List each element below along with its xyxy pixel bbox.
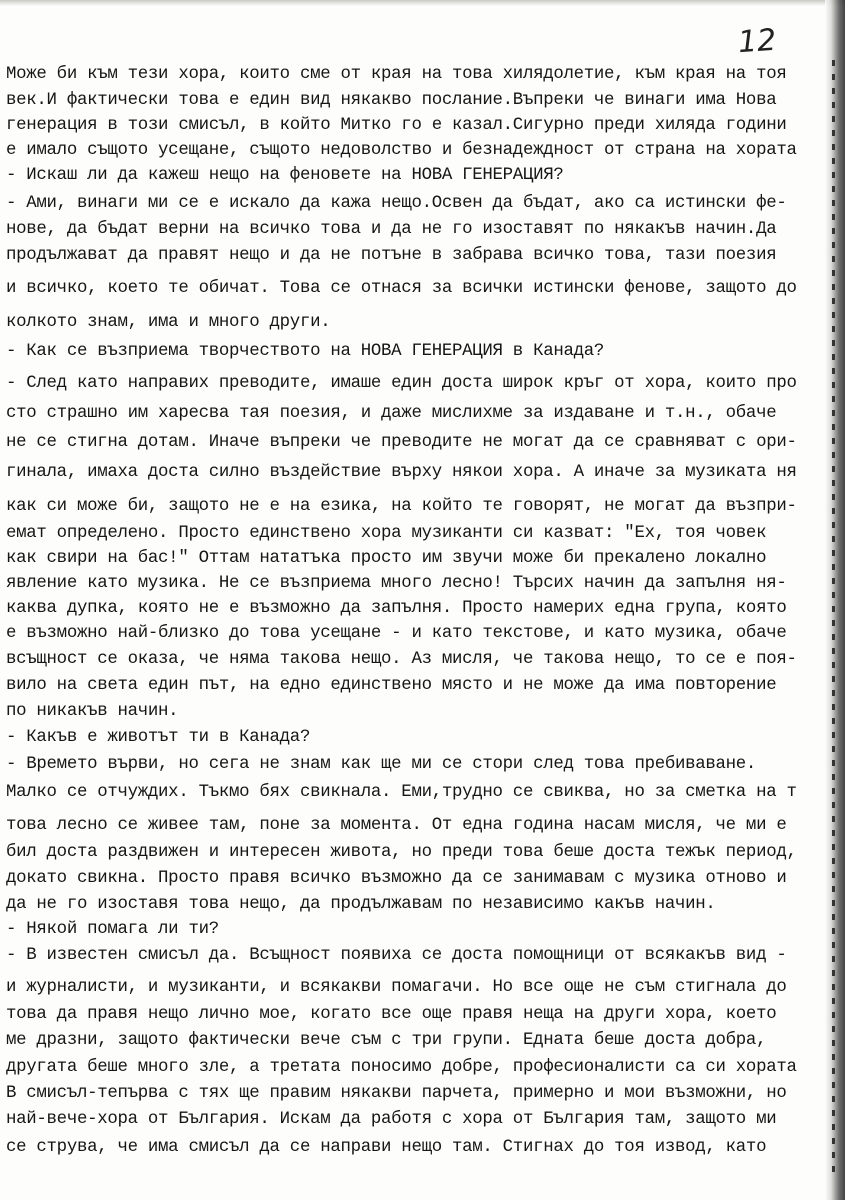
text-line: и журналисти, и музиканти, и всякакви помагачи. Но все още не съм стигнала до xyxy=(6,978,787,997)
text-line: нове, да бъдат верни на всичко това и да не го изоставят по някакъв начин.Да xyxy=(6,220,777,239)
text-line: как си може би, защото не е на езика, на който те говорят, не могат да възпри- xyxy=(6,497,797,516)
text-line: това лесно се живее там, поне за момента. От една година насам мисля, че ми е xyxy=(6,816,787,835)
text-line: това да правя нещо лично мое, когато все още правя неща на други хора, което xyxy=(6,1005,777,1024)
text-line: генерация в този смисъл, в който Митко го е казал.Сигурно преди хиляда години xyxy=(6,116,787,135)
text-line: - Какъв е животът ти в Канада? xyxy=(6,728,311,747)
text-line: - Ами, винаги ми се е искало да кажа нещо.Освен да бъдат, ако са истински фе- xyxy=(6,194,787,213)
text-line: каква дупка, която не е възможно да запълня. Просто намерих една група, която xyxy=(6,599,787,618)
text-line: колкото знам, има и много други. xyxy=(6,313,331,332)
text-line: емат определено. Просто единствено хора музиканти си казват: "Ех, тоя човек xyxy=(6,524,767,543)
text-line: всъщност се оказа, че няма такова нещо. Аз мисля, че такова нещо, то се е поя- xyxy=(6,650,797,669)
text-line: - След като направих преводите, имаше един доста широк кръг от хора, които про xyxy=(6,374,797,393)
text-line: е имало същото усещане, същото недоволство и безнадеждност от страна на хората xyxy=(6,141,797,160)
scan-edge-marks xyxy=(832,60,835,1180)
text-line: гинала, имаха доста силно въздействие върху някои хора. А иначе за музиката ня xyxy=(6,463,797,482)
text-line: не се стигна дотам. Иначе въпреки че преводите не могат да се сравняват с ори- xyxy=(6,433,797,452)
text-line: как свири на бас!" Оттам нататъка просто им звучи може би прекалено локално xyxy=(6,549,767,568)
text-line: по никакъв начин. xyxy=(6,702,179,721)
text-line: бил доста раздвижен и интересен живота, но преди това беше доста тежък период, xyxy=(6,843,797,862)
text-line: Може би към тези хора, които сме от края на това хилядолетие, към края на тоя xyxy=(6,65,787,84)
text-line: - Времето върви, но сега не знам как ще ми се стори след това пребиваване. xyxy=(6,755,757,774)
text-line: век.И фактически това е един вид някакво послание.Въпреки че винаги има Нова xyxy=(6,91,777,110)
page-top-edge xyxy=(0,0,845,6)
text-line: В смисъл-тепърва с тях ще правим някакви парчета, примерно и мои възможни, но xyxy=(6,1084,787,1103)
text-line: - Искаш ли да кажеш нещо на феновете на НОВА ГЕНЕРАЦИЯ? xyxy=(6,166,564,185)
text-line: и всичко, което те обичат. Това се отнася за всички истински фенове, защото до xyxy=(6,279,797,298)
text-line: най-вече-хора от България. Искам да работя с хора от България там, защото ми xyxy=(6,1110,777,1129)
text-line: - В известен смисъл да. Всъщност появиха се доста помощници от всякакъв вид - xyxy=(6,946,787,965)
text-line: продължават да правят нещо и да не потъне в забрава всичко това, тази поезия xyxy=(6,246,777,265)
text-line: Малко се отчуждих. Тъкмо бях свикнала. Еми,трудно се свиква, но за сметка на т xyxy=(6,783,797,802)
page-number: 12 xyxy=(736,22,778,61)
text-line: другата беше много зле, а третата поносимо добре, професионалисти са си хората xyxy=(6,1058,797,1077)
text-line: докато свикна. Просто правя всичко възможно да се занимавам с музика отново и xyxy=(6,869,787,888)
text-line: - Как се възприема творчеството на НОВА ГЕНЕРАЦИЯ в Канада? xyxy=(6,342,605,361)
text-line: ме дразни, защото фактически вече съм с три групи. Едната беше доста добра, xyxy=(6,1031,767,1050)
text-line: сто страшно им харесва тая поезия, и даже мислихме за издаване и т.н., обаче xyxy=(6,404,777,423)
text-line: - Някой помага ли ти? xyxy=(6,920,219,939)
text-line: вило на света един път, на едно единствено място и не може да има повторение xyxy=(6,676,777,695)
scan-edge-shadow xyxy=(825,0,845,1200)
text-line: явление като музика. Не се възприема много лесно! Търсих начин да запълня ня- xyxy=(6,574,787,593)
text-line: се струва, че има смисъл да се направи нещо там. Стигнах до тоя извод, като xyxy=(6,1138,767,1157)
text-line: е възможно най-близко до това усещане - и като текстове, и като музика, обаче xyxy=(6,624,787,643)
text-line: да не го изоставя това нещо, да продължавам по независимо какъв начин. xyxy=(6,895,716,914)
